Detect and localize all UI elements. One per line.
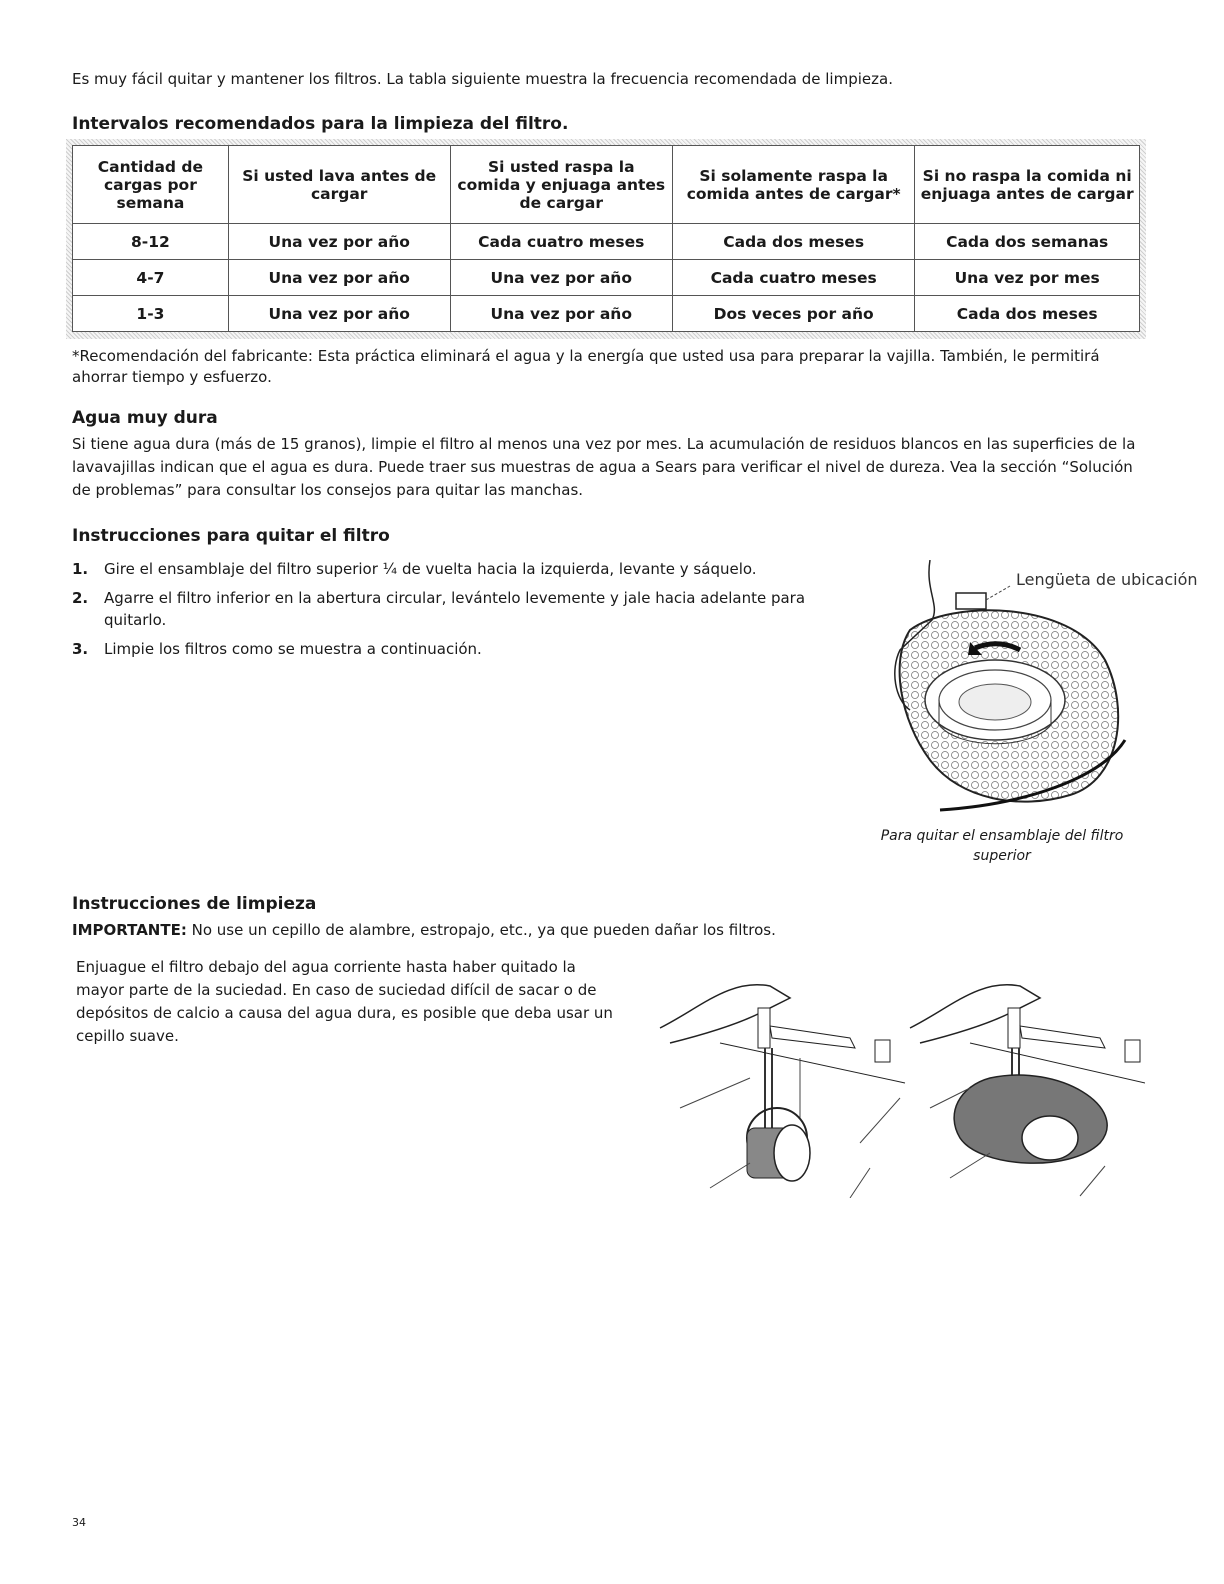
important-text: No use un cepillo de alambre, estropajo, etc., ya que pueden dañar los filtros.	[186, 921, 776, 939]
table-cell: Cada cuatro meses	[450, 224, 672, 260]
table-cell: Cada dos meses	[915, 296, 1140, 332]
table-cell: 4-7	[73, 260, 229, 296]
page-number: 34	[72, 1516, 86, 1529]
remove-filter-title: Instrucciones para quitar el filtro	[72, 526, 390, 546]
step-number: 3.	[72, 640, 89, 658]
cleaning-interval-table	[72, 145, 1140, 332]
table-row	[73, 296, 1140, 332]
step-number: 1.	[72, 560, 89, 578]
footnote: *Recomendación del fabricante: Esta práctica eliminará el agua y la energía que usted usa para preparar la vajilla. También, le permitirá ahorrar tiempo y esfuerzo.	[72, 347, 1100, 386]
cleaning-text: Enjuague el filtro debajo del agua corriente hasta haber quitado la mayor parte de la suciedad. En caso de suciedad difícil de sacar o de depósitos de calcio a causa del agua dura, es posible que deba usar un cepillo suave.	[76, 958, 613, 1045]
intro-text: Es muy fácil quitar y mantener los filtros. La tabla siguiente muestra la frecuencia recomendada de limpieza.	[72, 70, 893, 88]
table-cell: Una vez por año	[450, 296, 672, 332]
table-row	[73, 260, 1140, 296]
figure-caption: Para quitar el ensamblaje del filtro superior	[880, 828, 1124, 864]
rinse-upper-filter-illustration	[900, 968, 1145, 1198]
step-3	[72, 638, 842, 660]
table-row	[73, 224, 1140, 260]
table-cell: Cada cuatro meses	[672, 260, 914, 296]
step-text: Agarre el filtro inferior en la abertura circular, levántelo levemente y jale hacia adelante para quitarlo.	[104, 589, 806, 629]
table-cell: Una vez por año	[228, 296, 450, 332]
table-title: Intervalos recomendados para la limpieza del filtro.	[72, 114, 569, 134]
hard-water-title: Agua muy dura	[72, 408, 218, 428]
table-cell: Una vez por año	[228, 260, 450, 296]
table-cell: Una vez por año	[228, 224, 450, 260]
locator-tab-label: Lengüeta de ubicación	[1016, 570, 1198, 589]
table-header-cell: Si usted raspa la comida y enjuaga antes de cargar	[450, 146, 672, 224]
step-1	[72, 558, 842, 580]
table-header-cell: Cantidad de cargas por semana	[73, 146, 229, 224]
table-header-cell: Si solamente raspa la comida antes de cargar*	[672, 146, 914, 224]
table-cell: 1-3	[73, 296, 229, 332]
table-cell: 8-12	[73, 224, 229, 260]
table-cell: Cada dos meses	[672, 224, 914, 260]
step-text: Limpie los filtros como se muestra a continuación.	[104, 640, 482, 658]
important-label: IMPORTANTE:	[72, 921, 187, 939]
step-2	[72, 587, 842, 631]
table-cell: Cada dos semanas	[915, 224, 1140, 260]
table-cell: Una vez por mes	[915, 260, 1140, 296]
filter-removal-illustration	[870, 560, 1140, 820]
step-text: Gire el ensamblaje del filtro superior ¼ de vuelta hacia la izquierda, levante y sáquelo.	[104, 560, 757, 578]
table-cell: Una vez por año	[450, 260, 672, 296]
important-note	[72, 919, 1152, 942]
table-header-cell: Si no raspa la comida ni enjuaga antes de cargar	[915, 146, 1140, 224]
rinse-lower-filter-illustration	[650, 968, 910, 1198]
step-number: 2.	[72, 589, 89, 607]
table-header-row	[73, 146, 1140, 224]
hard-water-text: Si tiene agua dura (más de 15 granos), limpie el filtro al menos una vez por mes. La acumulación de residuos blancos en las superficies de la lavavajillas indican que el agua es dura. Puede traer sus muestras de agua a Sears para verificar el nivel de dureza. Vea la sección “Solución de problemas” para consultar los consejos para quitar las manchas.	[72, 435, 1136, 499]
cleaning-title: Instrucciones de limpieza	[72, 894, 317, 914]
table-cell: Dos veces por año	[672, 296, 914, 332]
table-header-cell: Si usted lava antes de cargar	[228, 146, 450, 224]
